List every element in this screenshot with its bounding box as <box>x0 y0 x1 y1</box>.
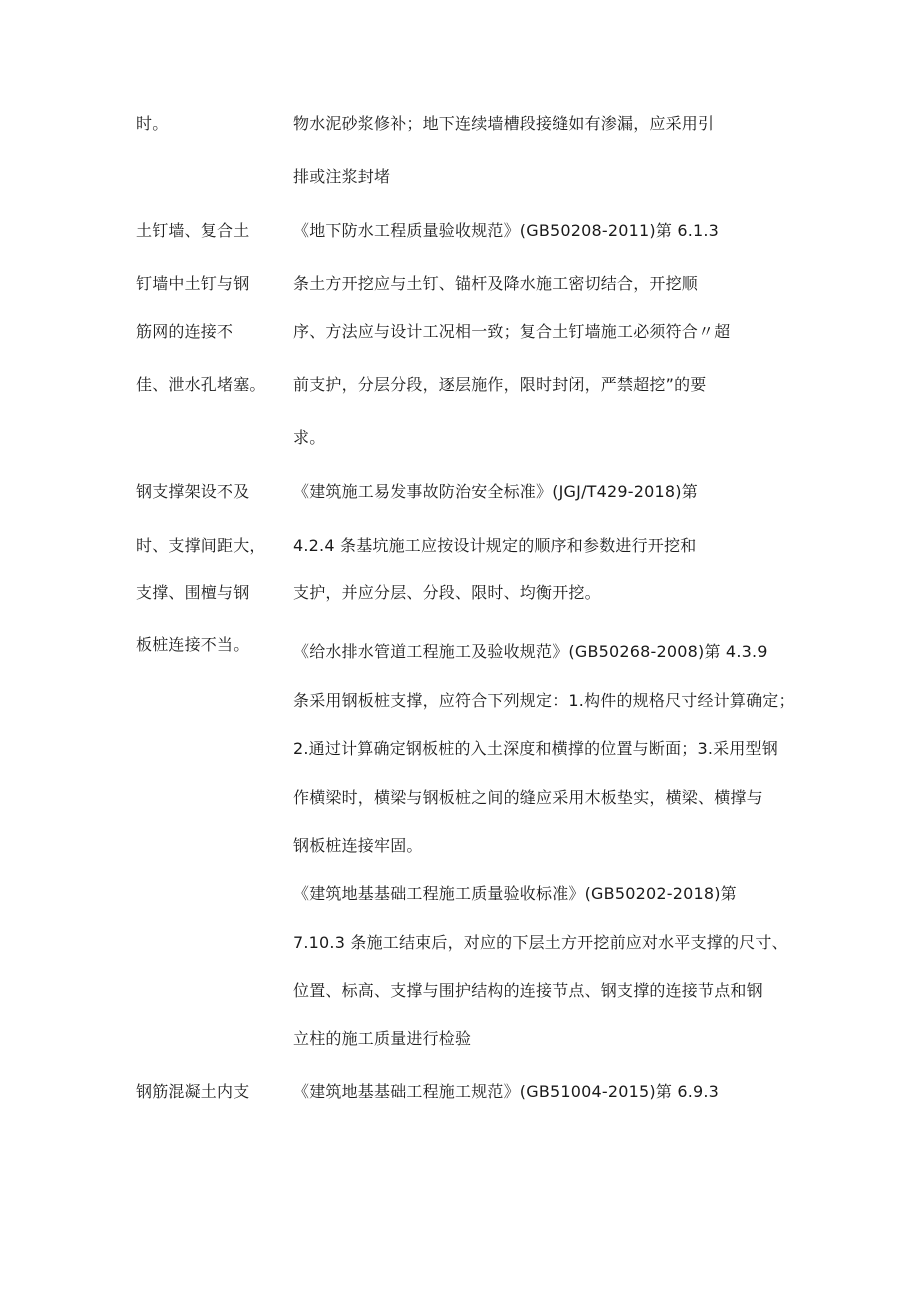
basis-text-line: 2.通过计算确定钢板桩的入土深度和横撑的位置与断面；3.采用型钢 <box>293 739 778 758</box>
issue-text-line: 时。 <box>136 114 169 133</box>
basis-text-line: 物水泥砂浆修补；地下连续墙槽段接缝如有渗漏，应采用引 <box>293 114 715 133</box>
basis-text-line: 钢板桩连接牢固。 <box>293 836 423 855</box>
issue-text-line: 筋网的连接不 <box>136 322 234 341</box>
basis-text-line: 《建筑地基基础工程施工质量验收标准》(GB50202-2018)第 <box>293 884 737 903</box>
basis-text-line: 7.10.3 条施工结束后，对应的下层土方开挖前应对水平支撑的尺寸、 <box>293 933 788 952</box>
issue-text-line: 钉墙中土钉与钢 <box>136 274 250 293</box>
basis-text-line: 排或注浆封堵 <box>293 167 391 186</box>
issue-text-line: 板桩连接不当。 <box>136 635 250 654</box>
issue-text-line: 支撑、围檀与钢 <box>136 583 250 602</box>
issue-text-line: 钢支撑架设不及 <box>136 482 250 501</box>
basis-text-line: 《建筑施工易发事故防治安全标准》(JGJ/T429-2018)第 <box>293 482 698 501</box>
basis-text-line: 序、方法应与设计工况相一致；复合土钉墙施工必须符合〃超 <box>293 322 731 341</box>
basis-text-line: 求。 <box>293 428 326 447</box>
basis-text-line: 条土方开挖应与土钉、锚杆及降水施工密切结合，开挖顺 <box>293 274 699 293</box>
basis-text-line: 《地下防水工程质量验收规范》(GB50208-2011)第 6.1.3 <box>293 221 720 240</box>
issue-text-line: 钢筋混凝土内支 <box>136 1082 250 1101</box>
basis-text-line: 位置、标高、支撑与围护结构的连接节点、钢支撑的连接节点和钢 <box>293 981 763 1000</box>
basis-text-line: 作横梁时，横梁与钢板桩之间的缝应采用木板垫实，横梁、横撑与 <box>293 788 763 807</box>
basis-text-line: 4.2.4 条基坑施工应按设计规定的顺序和参数进行开挖和 <box>293 536 697 555</box>
issue-text-line: 佳、泄水孔堵塞。 <box>136 375 266 394</box>
basis-text-line: 《给水排水管道工程施工及验收规范》(GB50268-2008)第 4.3.9 <box>293 642 768 661</box>
basis-text-line: 《建筑地基基础工程施工规范》(GB51004-2015)第 6.9.3 <box>293 1082 720 1101</box>
issue-text-line: 时、支撑间距大， <box>136 536 266 555</box>
basis-text-line: 条采用钢板桩支撑，应符合下列规定：1.构件的规格尺寸经计算确定； <box>293 691 795 710</box>
basis-text-line: 前支护，分层分段，逐层施作，限时封闭，严禁超挖”的要 <box>293 375 707 394</box>
basis-text-line: 立柱的施工质量进行检验 <box>293 1029 472 1048</box>
basis-text-line: 支护，并应分层、分段、限时、均衡开挖。 <box>293 583 601 602</box>
issue-text-line: 土钉墙、复合土 <box>136 221 250 240</box>
